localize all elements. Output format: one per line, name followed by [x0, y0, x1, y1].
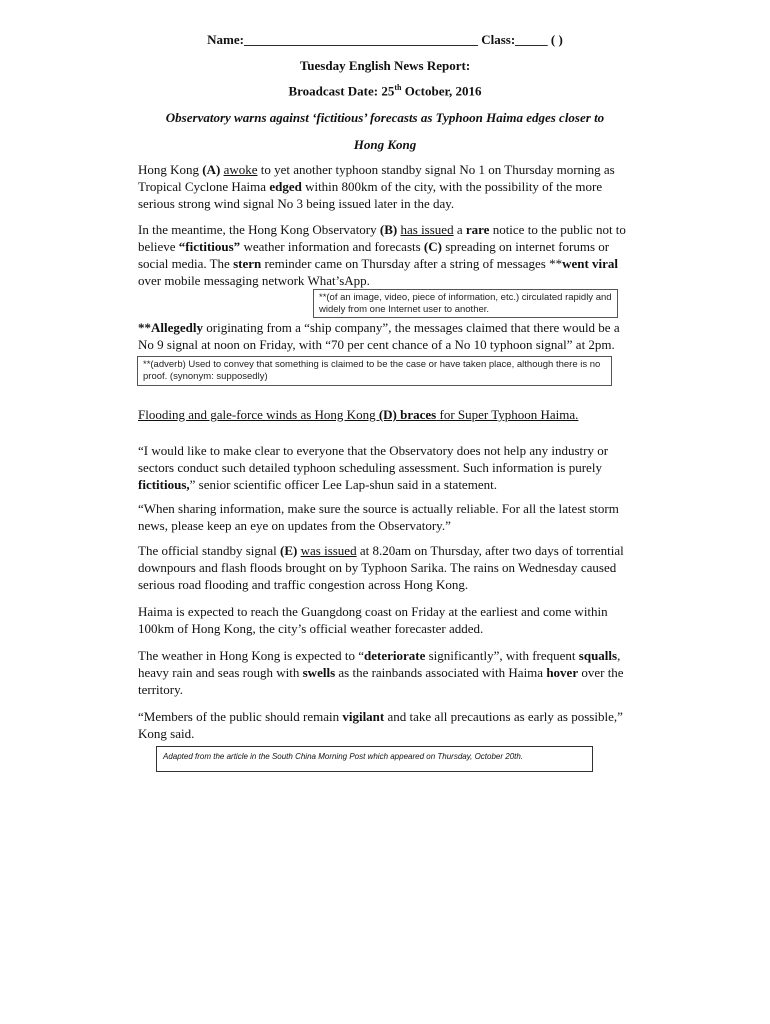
- subheading: Flooding and gale-force winds as Hong Kong (D) braces for Super Typhoon Haima.: [138, 407, 579, 422]
- paragraph-4: “I would like to make clear to everyone that the Observatory does not help any industry or sectors conduct such detailed typhoon scheduling assessment. Such information is purely fictitious,” senior scientific officer Lee Lap-shun said in a statement.: [138, 443, 609, 492]
- paragraph-8: The weather in Hong Kong is expected to “deteriorate significantly”, with frequent squalls, heavy rain and seas rough with swells as the rainbands associated with Haima hover over the territory.: [138, 648, 624, 697]
- paragraph-1: Hong Kong (A) awoke to yet another typhoon standby signal No 1 on Thursday morning as Tropical Cyclone Haima edged within 800km of the city, with the possibility of the more serious strong wind signal No 3 being issued later in the day.: [138, 162, 615, 211]
- definition-note-allegedly: **(adverb) Used to convey that something is claimed to be the case or have taken place, although there is no proof. (synonym: supposedly): [137, 356, 612, 386]
- name-class-line: Name:____________________________________ Class:_____ ( ): [207, 32, 563, 47]
- paragraph-6: The official standby signal (E) was issued at 8.20am on Thursday, after two days of torrential downpours and flash floods brought on by Typhoon Sarika. The rains on Wednesday caused serious road flooding and traffic congestion across Hong Kong.: [138, 543, 624, 592]
- broadcast-rest: October, 2016: [401, 83, 482, 99]
- definition-note-viral: **(of an image, video, piece of information, etc.) circulated rapidly and widely from one Internet user to another.: [313, 289, 618, 318]
- report-title: Tuesday English News Report:: [299, 58, 471, 73]
- broadcast-date: [0, 83, 770, 99]
- paragraph-5: “When sharing information, make sure the source is actually reliable. For all the latest storm news, please keep an eye on updates from the Observatory.”: [138, 501, 619, 533]
- headline-line-2: Hong Kong: [353, 137, 417, 152]
- source-note: Adapted from the article in the South China Morning Post which appeared on Thursday, October 20th.: [156, 746, 593, 772]
- paragraph-3: **Allegedly originating from a “ship company”, the messages claimed that there would be a No 9 signal at noon on Friday, with “70 per cent chance of a No 10 typhoon signal” at 2pm.: [138, 320, 620, 352]
- broadcast-sup: th: [394, 83, 402, 92]
- paragraph-7: Haima is expected to reach the Guangdong coast on Friday at the earliest and come within 100km of Hong Kong, the city’s official weather forecaster added.: [138, 604, 608, 636]
- paragraph-2: In the meantime, the Hong Kong Observatory (B) has issued a rare notice to the public not to believe “fictitious” weather information and forecasts (C) spreading on internet forums or social media. The stern reminder came on Thursday after a string of messages **went viral over mobile messaging network What’sApp.: [138, 222, 626, 288]
- paragraph-9: “Members of the public should remain vigilant and take all precautions as early as possible,” Kong said.: [138, 709, 623, 741]
- headline-line-1: Observatory warns against ‘fictitious’ forecasts as Typhoon Haima edges closer to: [165, 110, 605, 125]
- broadcast-label: Broadcast Date: 25: [288, 83, 395, 99]
